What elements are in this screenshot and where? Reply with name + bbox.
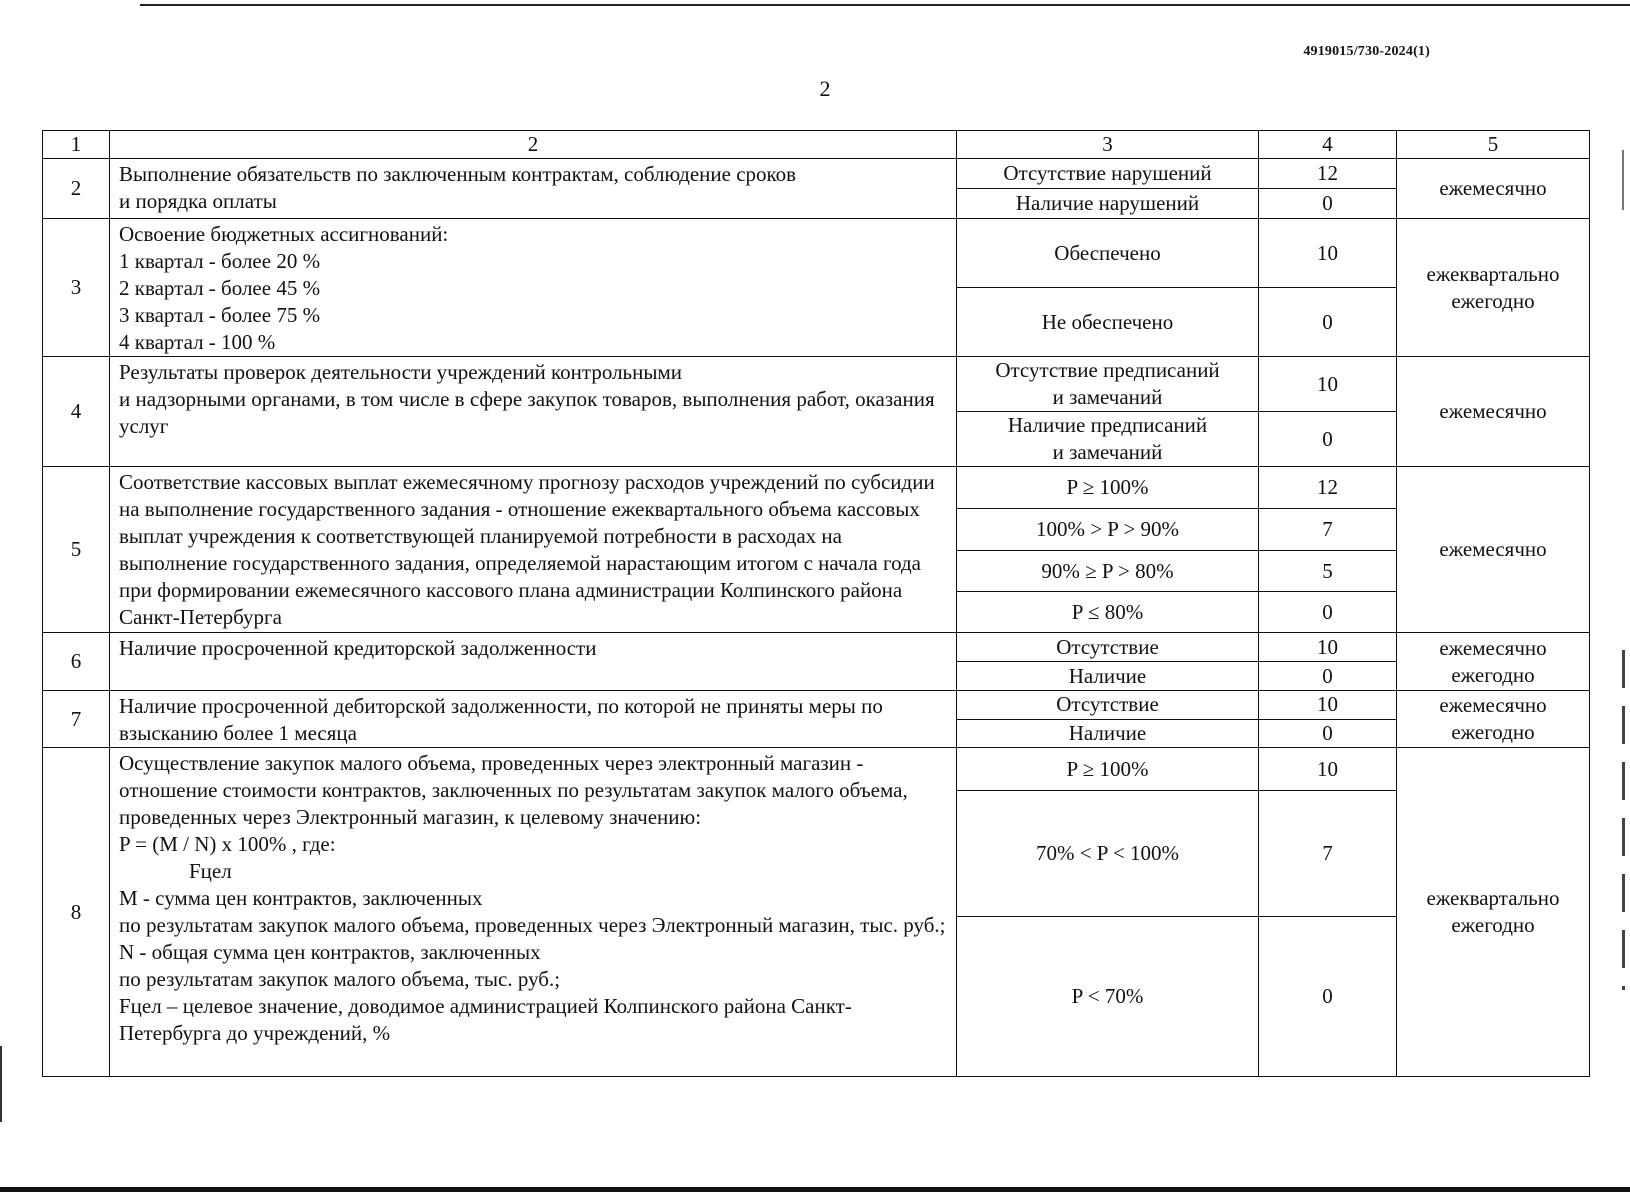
scan-edge-bottom [0, 1187, 1630, 1192]
header-col-3: 3 [957, 131, 1259, 159]
criterion-label: Отсутствие [957, 633, 1259, 662]
row-number: 2 [43, 159, 110, 219]
criterion-points: 0 [1259, 719, 1397, 748]
criterion-label: P ≤ 80% [957, 592, 1259, 633]
table-row [43, 633, 1590, 662]
row-number: 3 [43, 219, 110, 357]
criterion-label: 70% < P < 100% [957, 791, 1259, 917]
criterion-points: 0 [1259, 189, 1397, 219]
header-col-5: 5 [1397, 131, 1590, 159]
criterion-points: 0 [1259, 288, 1397, 357]
row-period: ежемесячно [1397, 159, 1590, 219]
criterion-label: Наличие [957, 662, 1259, 691]
criterion-label: P ≥ 100% [957, 748, 1259, 791]
criterion-points: 10 [1259, 691, 1397, 720]
row-number: 8 [43, 748, 110, 1077]
page-number: 2 [819, 76, 831, 101]
formula-denominator: Fцел [189, 859, 232, 883]
row-description [110, 748, 957, 1077]
criterion-label: P < 70% [957, 917, 1259, 1077]
criterion-label: P ≥ 100% [957, 467, 1259, 509]
criteria-table [42, 130, 1590, 1077]
criterion-label: Наличие [957, 719, 1259, 748]
row-description: Соответствие кассовых выплат ежемесячному прогнозу расходов учреждений по субсидии на выполнение государственного задания - отношение ежеквартального объема кассовых выплат учреждения к соответствующей планируемой потребности в расходах на выполнение государственного задания, определяемой нарастающим итогом с начала года при формировании ежемесячного кассового плана администрации Колпинского района Санкт-Петербурга [110, 467, 957, 633]
criterion-points: 12 [1259, 467, 1397, 509]
criterion-label: 90% ≥ P > 80% [957, 551, 1259, 592]
header-col-1: 1 [43, 131, 110, 159]
description-intro: Осуществление закупок малого объема, проведенных через электронный магазин - отношение стоимости контрактов, заключенных по результатам закупок малого объема, проведенных через Электронный магазин, к целевому значению: [119, 751, 908, 829]
criterion-label: Наличие нарушений [957, 189, 1259, 219]
table-row [43, 748, 1590, 791]
criterion-points: 0 [1259, 412, 1397, 467]
criterion-label: Не обеспечено [957, 288, 1259, 357]
header-col-2: 2 [110, 131, 957, 159]
header-row [43, 131, 1590, 159]
table-row [43, 159, 1590, 189]
criterion-points: 7 [1259, 509, 1397, 551]
criterion-label: Отсутствие [957, 691, 1259, 720]
row-number: 4 [43, 357, 110, 467]
row-description: Освоение бюджетных ассигнований: 1 квартал - более 20 % 2 квартал - более 45 % 3 квартал - более 75 % 4 квартал - 100 % [110, 219, 957, 357]
header-col-4: 4 [1259, 131, 1397, 159]
criterion-label: Обеспечено [957, 219, 1259, 288]
criterion-points: 10 [1259, 633, 1397, 662]
row-description: Наличие просроченной дебиторской задолженности, по которой не приняты меры по взысканию более 1 месяца [110, 691, 957, 748]
row-period: ежемесячно [1397, 467, 1590, 633]
row-period: ежемесячно ежегодно [1397, 633, 1590, 691]
criterion-label: Отсутствие предписаний и замечаний [957, 357, 1259, 412]
formula: P = (M / N) x 100% , где: [119, 832, 336, 856]
row-number: 5 [43, 467, 110, 633]
criterion-points: 7 [1259, 791, 1397, 917]
scan-edge-top [140, 4, 1630, 6]
table-row [43, 467, 1590, 509]
criterion-points: 10 [1259, 748, 1397, 791]
table-row [43, 691, 1590, 720]
table-row [43, 357, 1590, 412]
document-number: 4919015/730-2024(1) [1303, 44, 1430, 59]
row-description: Результаты проверок деятельности учреждений контрольными и надзорными органами, в том числе в сфере закупок товаров, выполнения работ, оказания услуг [110, 357, 957, 467]
scan-mark-right [1622, 150, 1624, 210]
row-period: ежеквартально ежегодно [1397, 219, 1590, 357]
criterion-label: Отсутствие нарушений [957, 159, 1259, 189]
formula-legend: M - сумма цен контрактов, заключенных по результатам закупок малого объема, проведенных через Электронный магазин, тыс. руб.; N - общая сумма цен контрактов, заключенных по результатам закупок малого объема, тыс. руб.; Fцел – целевое значение, доводимое администрацией Колпинского района Санкт-Петербурга до учреждений, % [119, 886, 946, 1045]
scan-edge-left [0, 1046, 2, 1122]
row-description: Выполнение обязательств по заключенным контрактам, соблюдение сроков и порядка оплаты [110, 159, 957, 219]
criterion-points: 5 [1259, 551, 1397, 592]
criterion-label: 100% > P > 90% [957, 509, 1259, 551]
scan-marks-right [1622, 650, 1625, 990]
criterion-points: 0 [1259, 662, 1397, 691]
criterion-points: 12 [1259, 159, 1397, 189]
criterion-points: 10 [1259, 219, 1397, 288]
row-period: ежемесячно [1397, 357, 1590, 467]
criterion-label: Наличие предписаний и замечаний [957, 412, 1259, 467]
criterion-points: 10 [1259, 357, 1397, 412]
row-number: 6 [43, 633, 110, 691]
row-description: Наличие просроченной кредиторской задолженности [110, 633, 957, 691]
criterion-points: 0 [1259, 917, 1397, 1077]
table-row [43, 219, 1590, 288]
criterion-points: 0 [1259, 592, 1397, 633]
row-period: ежеквартально ежегодно [1397, 748, 1590, 1077]
row-period: ежемесячно ежегодно [1397, 691, 1590, 748]
row-number: 7 [43, 691, 110, 748]
